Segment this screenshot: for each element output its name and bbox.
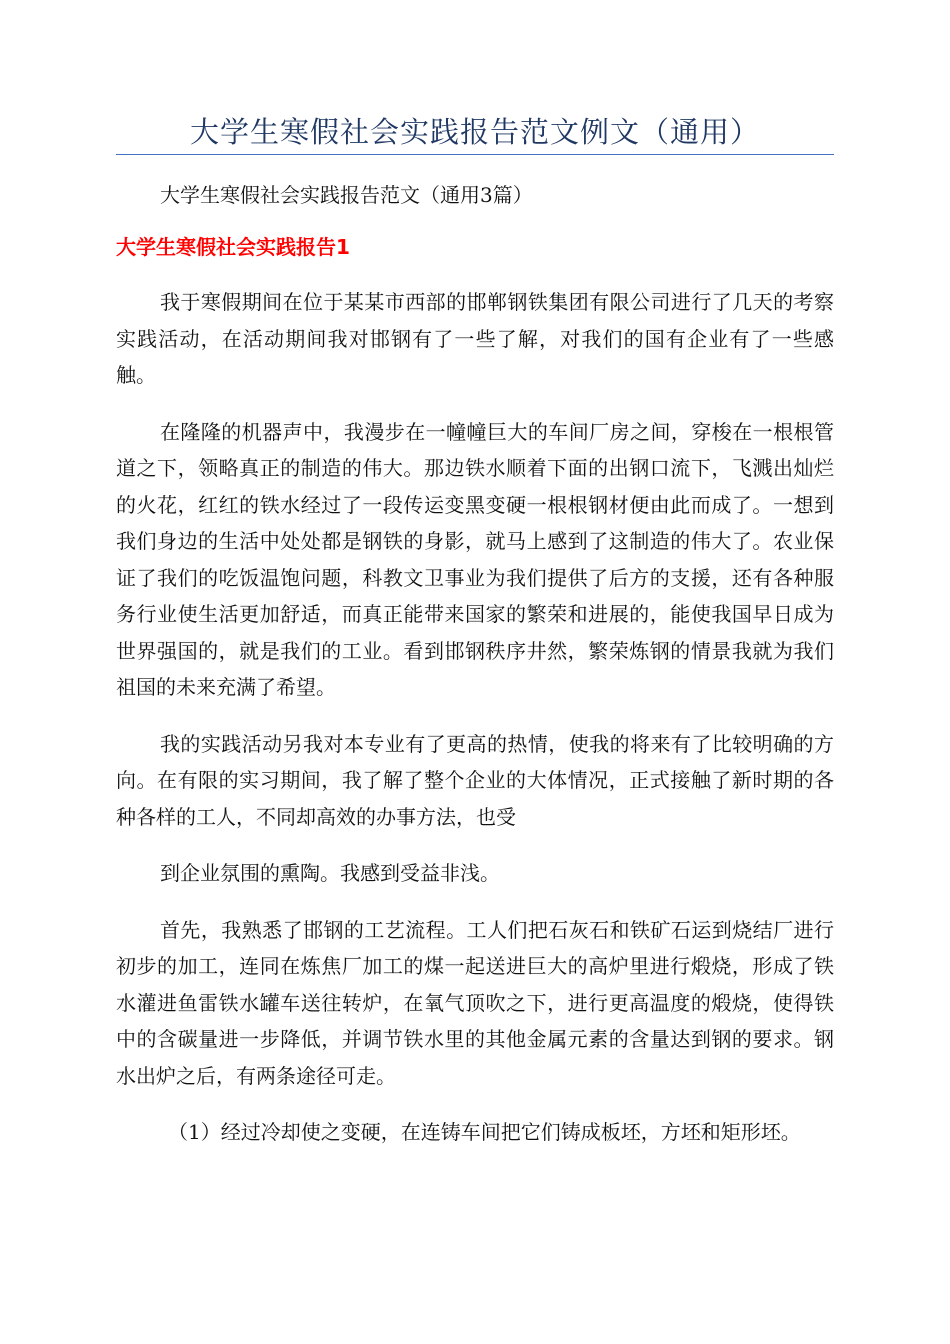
document-title: 大学生寒假社会实践报告范文例文（通用） bbox=[189, 115, 760, 149]
paragraph-practice-gains: 我的实践活动另我对本专业有了更高的热情，使我的将来有了比较明确的方向。在有限的实习期间，我了解了整个企业的大体情况，正式接触了新时期的各种各样的工人，不同却高效的办事方法，也受 bbox=[116, 731, 834, 829]
paragraph-factory-scene: 在隆隆的机器声中，我漫步在一幢幢巨大的车间厂房之间，穿梭在一根根管道之下，领略真正的制造的伟大。那边铁水顺着下面的出钢口流下，飞溅出灿烂的火花，红红的铁水经过了一段传运变黑变硬一根根钢材便由此而成了。一想到我们身边的生活中处处都是钢铁的身影，就马上感到了这制造的伟大了。农业保证了我们的吃饭温饱问题，科教文卫事业为我们提供了后方的支援，还有各种服务行业使生活更加舒适，而真正能带来国家的繁荣和进展的，能使我国早日成为世界强国的，就是我们的工业。看到邯钢秩序井然，繁荣炼钢的情景我就为我们祖国的未来充满了希望。 bbox=[116, 419, 834, 699]
body-text bbox=[116, 284, 834, 1171]
paragraph-continuation: 到企业氛围的熏陶。我感到受益非浅。 bbox=[160, 861, 500, 885]
paragraph-intro: 我于寒假期间在位于某某市西部的邯郸钢铁集团有限公司进行了几天的考察实践活动，在活动期间我对邯钢有了一些了解，对我们的国有企业有了一些感触。 bbox=[116, 290, 834, 387]
paragraph-numbered-item: （1）经过冷却使之变硬，在连铸车间把它们铸成板坯，方坯和矩形坯。 bbox=[168, 1120, 801, 1144]
document-subtitle: 大学生寒假社会实践报告范文（通用3篇） bbox=[160, 183, 533, 207]
paragraph-process-flow: 首先，我熟悉了邯钢的工艺流程。工人们把石灰石和铁矿石运到烧结厂进行初步的加工，连同在炼焦厂加工的煤一起送进巨大的高炉里进行煅烧，形成了铁水灌进鱼雷铁水罐车送往转炉，在氧气顶吹之下，进行更高温度的煅烧，使得铁中的含碳量进一步降低，并调节铁水里的其他金属元素的含量达到钢的要求。钢水出炉之后，有两条途径可走。 bbox=[116, 917, 834, 1088]
section-heading: 大学生寒假社会实践报告1 bbox=[116, 235, 350, 259]
title-underline bbox=[116, 154, 834, 155]
